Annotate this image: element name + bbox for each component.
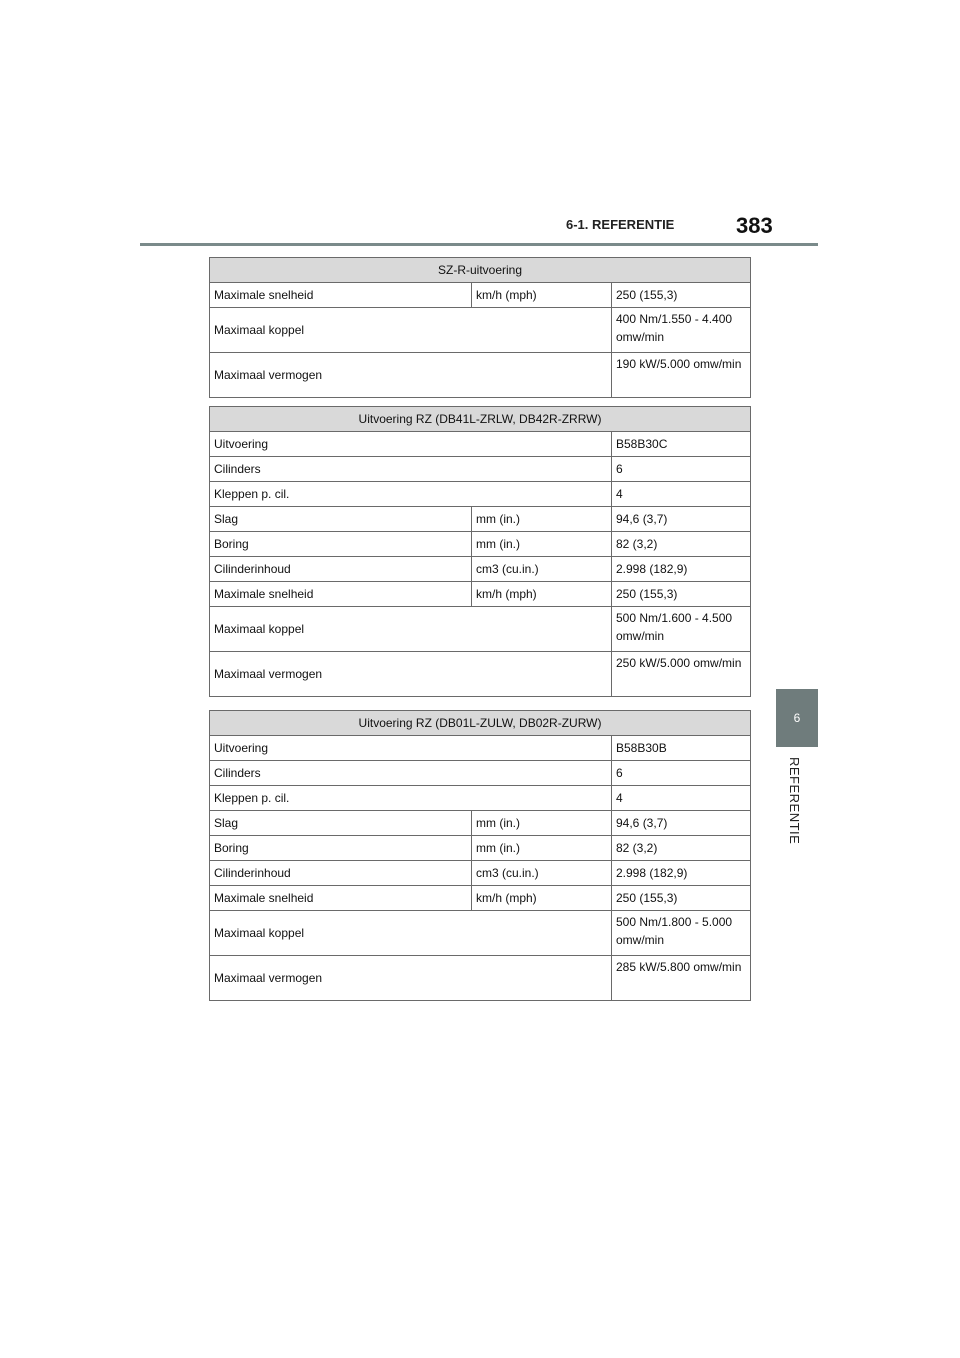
row-unit: cm3 (cu.in.): [472, 861, 612, 886]
row-label: Cilinders: [210, 761, 612, 786]
row-value: 250 kW/5.000 omw/min: [612, 652, 751, 697]
row-value: 500 Nm/1.600 - 4.500 omw/min: [612, 607, 751, 652]
table-row: [210, 432, 751, 457]
row-unit: km/h (mph): [472, 886, 612, 911]
row-label: Maximaal koppel: [210, 308, 612, 353]
chapter-number: 6: [793, 711, 801, 725]
row-value: 94,6 (3,7): [612, 811, 751, 836]
table-row: [210, 736, 751, 761]
chapter-label: REFERENTIE: [787, 757, 802, 845]
section-title: 6-1. REFERENTIE: [566, 217, 675, 232]
table-title: Uitvoering RZ (DB41L-ZRLW, DB42R-ZRRW): [210, 407, 751, 432]
table-row: [210, 532, 751, 557]
row-label: Kleppen p. cil.: [210, 482, 612, 507]
table-row: [210, 582, 751, 607]
row-value: 250 (155,3): [612, 886, 751, 911]
row-label: Slag: [210, 507, 472, 532]
row-value: 250 (155,3): [612, 582, 751, 607]
row-unit: mm (in.): [472, 507, 612, 532]
row-value: 4: [612, 482, 751, 507]
row-value: 4: [612, 786, 751, 811]
spec-table-rz-zulw: [209, 710, 751, 1001]
row-label: Boring: [210, 836, 472, 861]
row-label: Uitvoering: [210, 432, 612, 457]
table-row: [210, 786, 751, 811]
row-label: Maximaal vermogen: [210, 652, 612, 697]
row-label: Maximaal koppel: [210, 607, 612, 652]
row-unit: mm (in.): [472, 836, 612, 861]
row-value: 190 kW/5.000 omw/min: [612, 353, 751, 398]
row-label: Maximale snelheid: [210, 886, 472, 911]
table-row: [210, 507, 751, 532]
row-label: Uitvoering: [210, 736, 612, 761]
row-label: Cilinderinhoud: [210, 861, 472, 886]
table-row: [210, 353, 751, 398]
table-row: [210, 811, 751, 836]
header-divider: [140, 243, 818, 246]
spec-table-sz-r: [209, 257, 751, 398]
table-row: [210, 836, 751, 861]
row-label: Cilinderinhoud: [210, 557, 472, 582]
row-value: 400 Nm/1.550 - 4.400 omw/min: [612, 308, 751, 353]
table-title: SZ-R-uitvoering: [210, 258, 751, 283]
table-title: Uitvoering RZ (DB01L-ZULW, DB02R-ZURW): [210, 711, 751, 736]
row-value: 6: [612, 457, 751, 482]
table-row: [210, 956, 751, 1001]
row-unit: mm (in.): [472, 532, 612, 557]
chapter-tab[interactable]: [776, 689, 818, 747]
row-value: 82 (3,2): [612, 836, 751, 861]
page-number: 383: [736, 213, 773, 238]
row-value: 250 (155,3): [612, 283, 751, 308]
spec-table-rz-zrlw: [209, 406, 751, 697]
row-value: 6: [612, 761, 751, 786]
table-row: [210, 861, 751, 886]
table-row: [210, 283, 751, 308]
table-row: [210, 557, 751, 582]
row-label: Maximale snelheid: [210, 283, 472, 308]
table-row: [210, 911, 751, 956]
table-row: [210, 886, 751, 911]
row-label: Maximale snelheid: [210, 582, 472, 607]
table-row: [210, 607, 751, 652]
row-value: 82 (3,2): [612, 532, 751, 557]
row-value: B58B30C: [612, 432, 751, 457]
table-row: [210, 482, 751, 507]
row-unit: cm3 (cu.in.): [472, 557, 612, 582]
row-label: Maximaal koppel: [210, 911, 612, 956]
row-label: Slag: [210, 811, 472, 836]
row-label: Boring: [210, 532, 472, 557]
row-label: Maximaal vermogen: [210, 956, 612, 1001]
row-value: 2.998 (182,9): [612, 557, 751, 582]
table-row: [210, 457, 751, 482]
row-value: 500 Nm/1.800 - 5.000 omw/min: [612, 911, 751, 956]
table-row: [210, 652, 751, 697]
row-value: B58B30B: [612, 736, 751, 761]
row-value: 2.998 (182,9): [612, 861, 751, 886]
row-unit: mm (in.): [472, 811, 612, 836]
row-value: 285 kW/5.800 omw/min: [612, 956, 751, 1001]
row-label: Cilinders: [210, 457, 612, 482]
row-unit: km/h (mph): [472, 582, 612, 607]
row-label: Kleppen p. cil.: [210, 786, 612, 811]
table-row: [210, 308, 751, 353]
row-unit: km/h (mph): [472, 283, 612, 308]
row-label: Maximaal vermogen: [210, 353, 612, 398]
table-row: [210, 761, 751, 786]
row-value: 94,6 (3,7): [612, 507, 751, 532]
